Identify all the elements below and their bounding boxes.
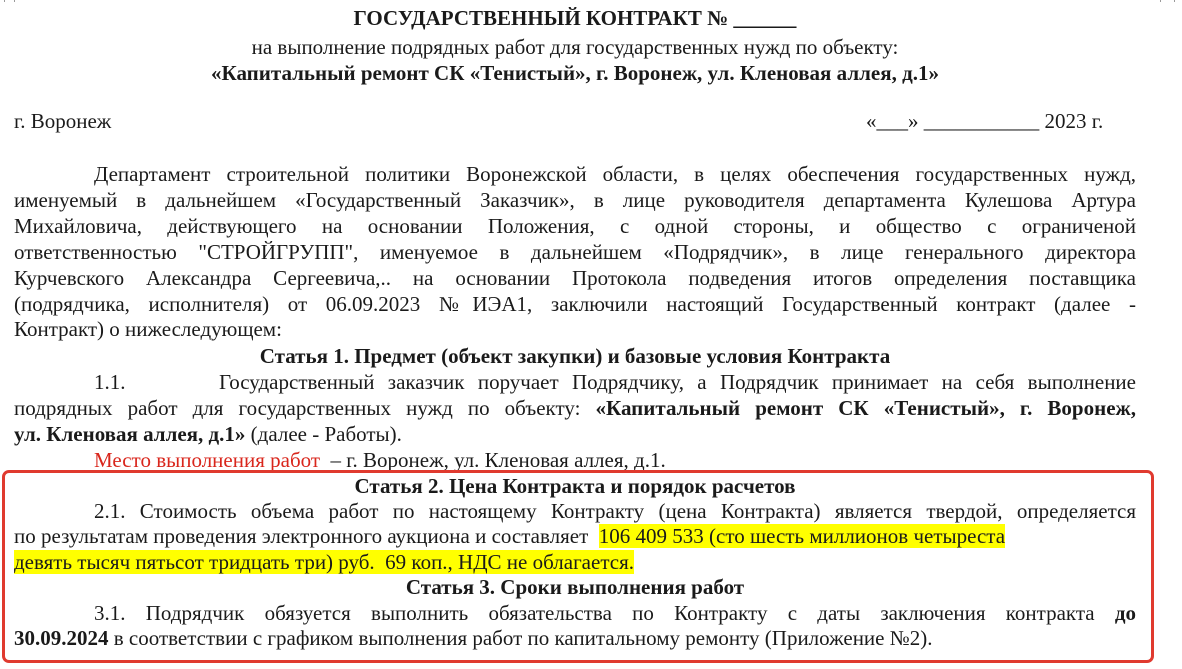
deadline-prefix: до: [1114, 601, 1136, 625]
work-place-label: Место выполнения работ: [94, 448, 321, 472]
clause-text: (далее - Работы).: [245, 422, 402, 446]
preamble-line: Курчевского Александра Сергеевича,.. на основании Протокола подведения итогов определения поставщика: [14, 266, 1136, 290]
preamble-line: ответственностью "СТРОЙГРУПП", именуемое в дальнейшем «Подрядчик», в лице генерального директора: [14, 240, 1136, 264]
document-title: ГОСУДАРСТВЕННЫЙ КОНТРАКТ № ______: [353, 6, 797, 30]
article-2-heading: Статья 2. Цена Контракта и порядок расчетов: [354, 474, 796, 498]
preamble-line: Михайловича, действующего на основании Положения, с одной стороны, и общество с ограниченой: [14, 214, 1136, 238]
article-3-heading: Статья 3. Сроки выполнения работ: [405, 575, 745, 599]
ruler-marks: [0, 0, 1182, 2]
clause-text: по результатам проведения электронного аукциона и составляет: [14, 524, 599, 548]
document-subtitle: на выполнение подрядных работ для государственных нужд по объекту:: [251, 35, 899, 59]
clause-1-1-line: 1.1. Государственный заказчик поручает Подрядчику, а Подрядчик принимает на себя выполнение: [94, 370, 1136, 394]
preamble-line: Департамент строительной политики Воронежской области, в целях обеспечения государственных нужд,: [94, 162, 1136, 186]
preamble-line: (подрядчика, исполнителя) от 06.09.2023 №ИЭА1, заключили настоящий Государственный контракт (далее -: [14, 292, 1136, 316]
clause-text: подрядных работ для государственных нужд по объекту:: [14, 396, 596, 420]
object-name-inline: ул. Кленовая аллея, д.1»: [14, 422, 246, 446]
annotation-highlight-box: [2, 470, 1154, 663]
clause-1-1-line: [14, 421, 1136, 447]
contract-price-highlight: девять тысяч пятьсот тридцать три) руб. 69 коп., НДС не облагается.: [14, 550, 634, 574]
contract-city: г. Воронеж: [14, 109, 112, 133]
clause-text: в соответствии с графиком выполнения работ по капитальному ремонту (Приложение №2).: [108, 626, 933, 650]
preamble-line: именуемый в дальнейшем «Государственный Заказчик», в лице руководителя департамента Кулешова Артура: [14, 188, 1136, 212]
preamble-line: Контракт) о нижеследующем:: [14, 317, 282, 341]
contract-date: «___» ___________ 2023 г.: [866, 109, 1104, 133]
clause-1-1-line: [14, 395, 1136, 421]
clause-2-1-line: 2.1. Стоимость объема работ по настоящему Контракту (цена Контракта) является твердой, определяется: [94, 499, 1136, 523]
object-name-inline: «Капитальный ремонт СК «Тенистый», г. Воронеж,: [595, 396, 1136, 420]
contract-price-highlight: 106 409 533 (сто шесть миллионов четыреста: [598, 524, 1006, 548]
clause-text: 3.1. Подрядчик обязуется выполнить обязательства по Контракту с даты заключения контракта: [94, 601, 1115, 625]
deadline-date: 30.09.2024: [14, 626, 109, 650]
article-1-heading: Статья 1. Предмет (объект закупки) и базовые условия Контракта: [259, 344, 891, 368]
object-name: «Капитальный ремонт СК «Тенистый», г. Воронеж, ул. Кленовая аллея, д.1»: [211, 61, 939, 85]
work-place-value: – г. Воронеж, ул. Кленовая аллея, д.1.: [320, 448, 666, 472]
